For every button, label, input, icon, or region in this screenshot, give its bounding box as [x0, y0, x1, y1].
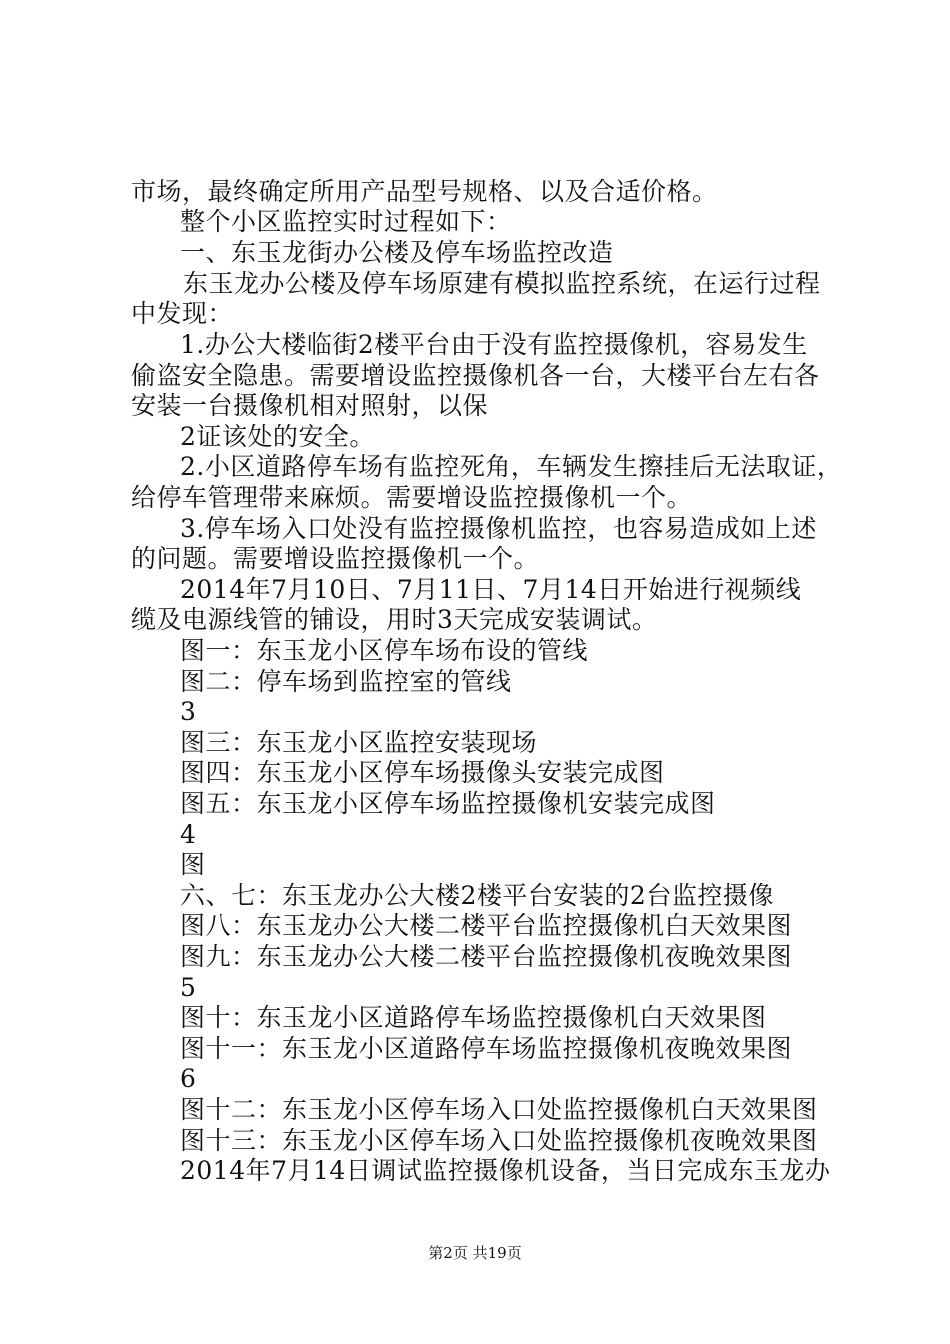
- page-footer: 第2页 共19页: [428, 1244, 522, 1262]
- figure-caption: 图二：停车场到监控室的管线: [180, 667, 512, 696]
- figure-caption: 图十三：东玉龙小区停车场入口处监控摄像机夜晚效果图: [180, 1126, 818, 1155]
- text-line: 2014年7月10日、7月11日、7月14日开始进行视频线: [180, 575, 802, 604]
- text-line: 2.小区道路停车场有监控死角，车辆发生擦挂后无法取证，: [180, 452, 843, 481]
- text-line: 3.停车场入口处没有监控摄像机监控，也容易造成如上述: [180, 514, 817, 543]
- page-marker: 3: [180, 697, 197, 726]
- text-line: 安装一台摄像机相对照射，以保: [131, 391, 489, 420]
- figure-caption: 六、七：东玉龙办公大楼2楼平台安装的2台监控摄像: [180, 881, 774, 910]
- text-line: 市场，最终确定所用产品型号规格、以及合适价格。: [131, 177, 718, 206]
- section-heading: 一、东玉龙街办公楼及停车场监控改造: [180, 238, 614, 267]
- page-marker: 4: [180, 820, 197, 849]
- text-line: 缆及电源线管的铺设，用时3天完成安装调试。: [131, 605, 658, 634]
- figure-caption: 图三：东玉龙小区监控安装现场: [180, 728, 538, 757]
- figure-caption: 图五：东玉龙小区停车场监控摄像机安装完成图: [180, 789, 716, 818]
- figure-caption: 图十一：东玉龙小区道路停车场监控摄像机夜晚效果图: [180, 1034, 793, 1063]
- text-line: 给停车管理带来麻烦。需要增设监控摄像机一个。: [131, 483, 693, 512]
- figure-caption: 图十：东玉龙小区道路停车场监控摄像机白天效果图: [180, 1003, 767, 1032]
- page-marker: 5: [180, 973, 197, 1002]
- figure-caption: 图十二：东玉龙小区停车场入口处监控摄像机白天效果图: [180, 1095, 818, 1124]
- text-line: 偷盗安全隐患。需要增设监控摄像机各一台，大楼平台左右各: [131, 361, 820, 390]
- text-line: 中发现：: [131, 299, 234, 328]
- page-marker: 6: [180, 1064, 197, 1093]
- figure-caption: 图四：东玉龙小区停车场摄像头安装完成图: [180, 758, 665, 787]
- text-line: 2014年7月14日调试监控摄像机设备，当日完成东玉龙办: [180, 1156, 831, 1185]
- figure-caption: 图一：东玉龙小区停车场布设的管线: [180, 636, 589, 665]
- text-line: 东玉龙办公楼及停车场原建有模拟监控系统，在运行过程: [183, 269, 821, 298]
- text-line: 1.办公大楼临街2楼平台由于没有监控摄像机，容易发生: [180, 330, 808, 359]
- figure-caption: 图九：东玉龙办公大楼二楼平台监控摄像机夜晚效果图: [180, 942, 793, 971]
- text-line: 的问题。需要增设监控摄像机一个。: [131, 544, 540, 573]
- figure-caption: 图八：东玉龙办公大楼二楼平台监控摄像机白天效果图: [180, 911, 793, 940]
- text-line: 2证该处的安全。: [180, 422, 375, 451]
- figure-caption: 图: [180, 850, 206, 879]
- text-line: 整个小区监控实时过程如下：: [180, 207, 512, 236]
